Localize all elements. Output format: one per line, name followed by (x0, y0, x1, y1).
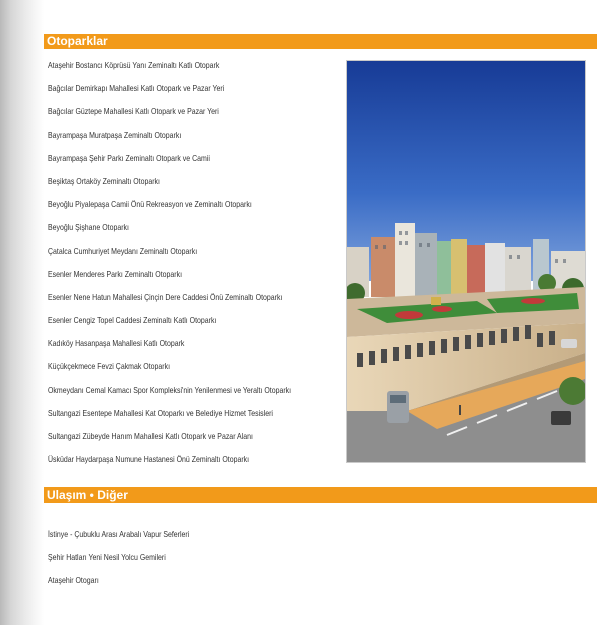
list-item: İstinye - Çubuklu Arası Arabalı Vapur Seferleri (48, 529, 190, 539)
list-item: Esenler Menderes Parkı Zeminaltı Otoparkı (48, 268, 183, 279)
list-item: Çatalca Cumhuriyet Meydanı Zeminaltı Otoparkı (48, 245, 198, 256)
list-item: Beyoğlu Şişhane Otoparkı (48, 222, 129, 233)
list-item: Bayrampaşa Muratpaşa Zeminaltı Otoparkı (48, 129, 182, 140)
list-item: Ataşehir Otogarı (48, 575, 99, 586)
parking-project-list (48, 59, 344, 476)
list-item: Küçükçekmece Fevzi Çakmak Otoparkı (48, 361, 171, 372)
list-item: Sultangazi Esentepe Mahallesi Kat Otoparkı ve Belediye Hizmet Tesisleri (48, 407, 273, 418)
list-item: Kadıköy Hasanpaşa Mahallesi Katlı Otopark (48, 338, 185, 349)
list-item: Bağcılar Güztepe Mahallesi Katlı Otopark ve Pazar Yeri (48, 106, 219, 117)
book-spine-shadow (0, 0, 44, 625)
list-item: Üsküdar Haydarpaşa Numune Hastanesi Önü Zeminaltı Otoparkı (48, 454, 250, 465)
list-item: Beşiktaş Ortaköy Zeminaltı Otoparkı (48, 175, 160, 186)
list-item: Ataşehir Bostancı Köprüsü Yanı Zeminaltı Katlı Otopark (48, 60, 220, 70)
section-header-parking: Otoparklar (44, 34, 597, 49)
section-header-transport: Ulaşım • Diğer (44, 487, 597, 503)
list-item: Beyoğlu Piyalepaşa Camii Önü Rekreasyon ve Zeminaltı Otoparkı (48, 199, 252, 210)
list-item: Esenler Cengiz Topel Caddesi Zeminaltı Katlı Otoparkı (48, 315, 217, 326)
list-item: Bağcılar Demirkapı Mahallesi Katlı Otopark ve Pazar Yeri (48, 83, 225, 94)
parking-facility-photo (346, 60, 586, 463)
list-item: Okmeydanı Cemal Kamacı Spor Kompleksi'nin Yenilenmesi ve Yeraltı Otoparkı (48, 384, 292, 395)
list-item: Sultangazi Zübeyde Hanım Mahallesi Katlı Otopark ve Pazar Alanı (48, 431, 253, 441)
list-item: Şehir Hatları Yeni Nesil Yolcu Gemileri (48, 552, 166, 563)
list-item: Esenler Nene Hatun Mahallesi Çinçin Dere Caddesi Önü Zeminaltı Otoparkı (48, 291, 283, 302)
transport-project-list (48, 528, 220, 598)
list-item: Bayrampaşa Şehir Parkı Zeminaltı Otopark ve Camii (48, 152, 210, 163)
